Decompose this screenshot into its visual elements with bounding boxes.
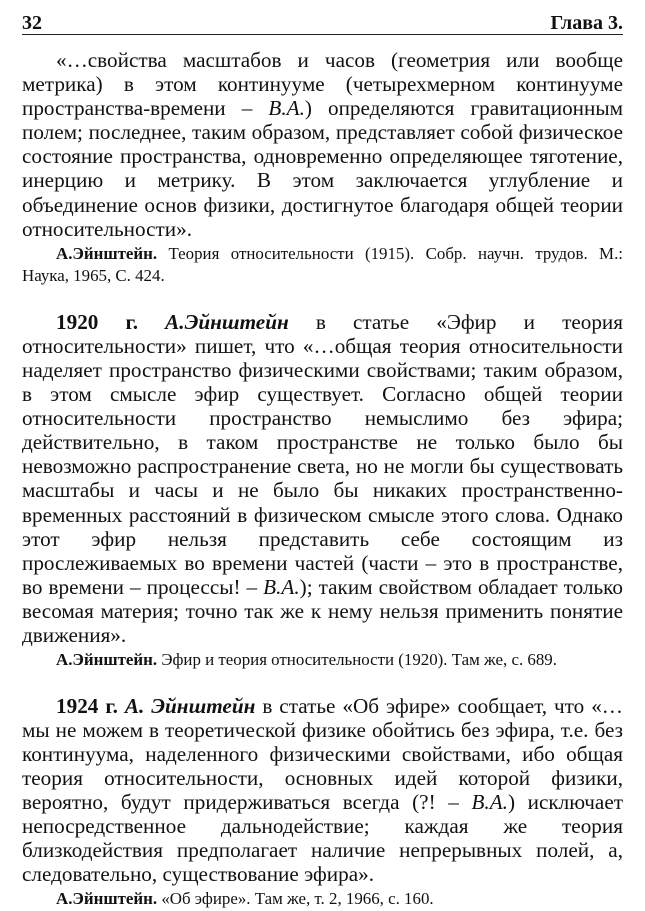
citation-author: А.Эйнштейн. — [56, 650, 158, 670]
spacer — [22, 672, 623, 694]
entry-1924: 1924 г. А. Эйнштейн в статье «Об эфире» сообщает, что «…мы не можем в теоретической физике обойтись без эфира, т.е. без континуума, наделенного физическими свойствами, ибо общая теория относительности, основных идей которой физики, вероятно, будут придерживаться всегда (?! – В.А.) исключает непосредственное дальнодействие; каждая же теория близкодействия предполагает наличие непрерывных полей, а, следовательно, существование эфира». — [22, 693, 623, 887]
citation-author: А.Эйнштейн. — [56, 243, 158, 263]
citation-1924: А.Эйнштейн. «Об эфире». Там же, т. 2, 1966, с. 160. — [56, 889, 434, 909]
citation-1920: А.Эйнштейн. Эфир и теория относительности (1920). Там же, с. 689. — [56, 650, 557, 670]
page-number: 32 — [22, 12, 42, 34]
entry-year: 1924 г. — [56, 693, 118, 718]
quote-1915: «…свойства масштабов и часов (геометрия или вообще метрика) в этом континууме (четырехмерном континууме пространства-времени – В.А.) определяются гравитационным полем; последнее, таким образом, представляет собой физическое состояние пространства, одновременно определяющее тяготение, инерцию и метрику. В этом заключается углубление и объединение основ физики, достигнутое благодаря общей теории относительности». — [22, 48, 623, 241]
entry-author: А. Эйнштейн — [124, 693, 256, 718]
author-initials: В.А. — [471, 789, 508, 814]
entry-year: 1920 г. — [56, 309, 139, 334]
page-header — [22, 8, 623, 35]
author-initials: В.А. — [268, 96, 305, 121]
citation-1915: А.Эйнштейн. Теория относительности (1915). Собр. научн. трудов. М.: Наука, 1965, С. 424. — [22, 243, 623, 286]
page-content — [22, 48, 623, 911]
chapter-title: Глава 3. — [550, 12, 623, 34]
entry-author: А.Эйнштейн — [165, 309, 289, 334]
spacer — [22, 288, 623, 310]
citation-author: А.Эйнштейн. — [56, 889, 158, 909]
entry-1920: 1920 г. А.Эйнштейн в статье «Эфир и теория относительности» пишет, что «…общая теория относительности наделяет пространство физическими свойствами; таким образом, в этом смысле эфир существует. Согласно общей теории относительности пространство немыслимо без эфира; действительно, в таком пространстве не только было бы невозможно распространение света, но не могли бы существовать масштабы и часы и не было бы никаких пространственно-временных расстояний в физическом смысле этого слова. Однако этот эфир нельзя представить себе состоящим из прослеживаемых во времени частей (части – это в пространстве, во времени – процессы! – В.А.); таким свойством обладает только весомая материя; точно так же к нему нельзя применить понятие движения». — [22, 309, 624, 647]
author-initials: В.А. — [263, 574, 300, 599]
